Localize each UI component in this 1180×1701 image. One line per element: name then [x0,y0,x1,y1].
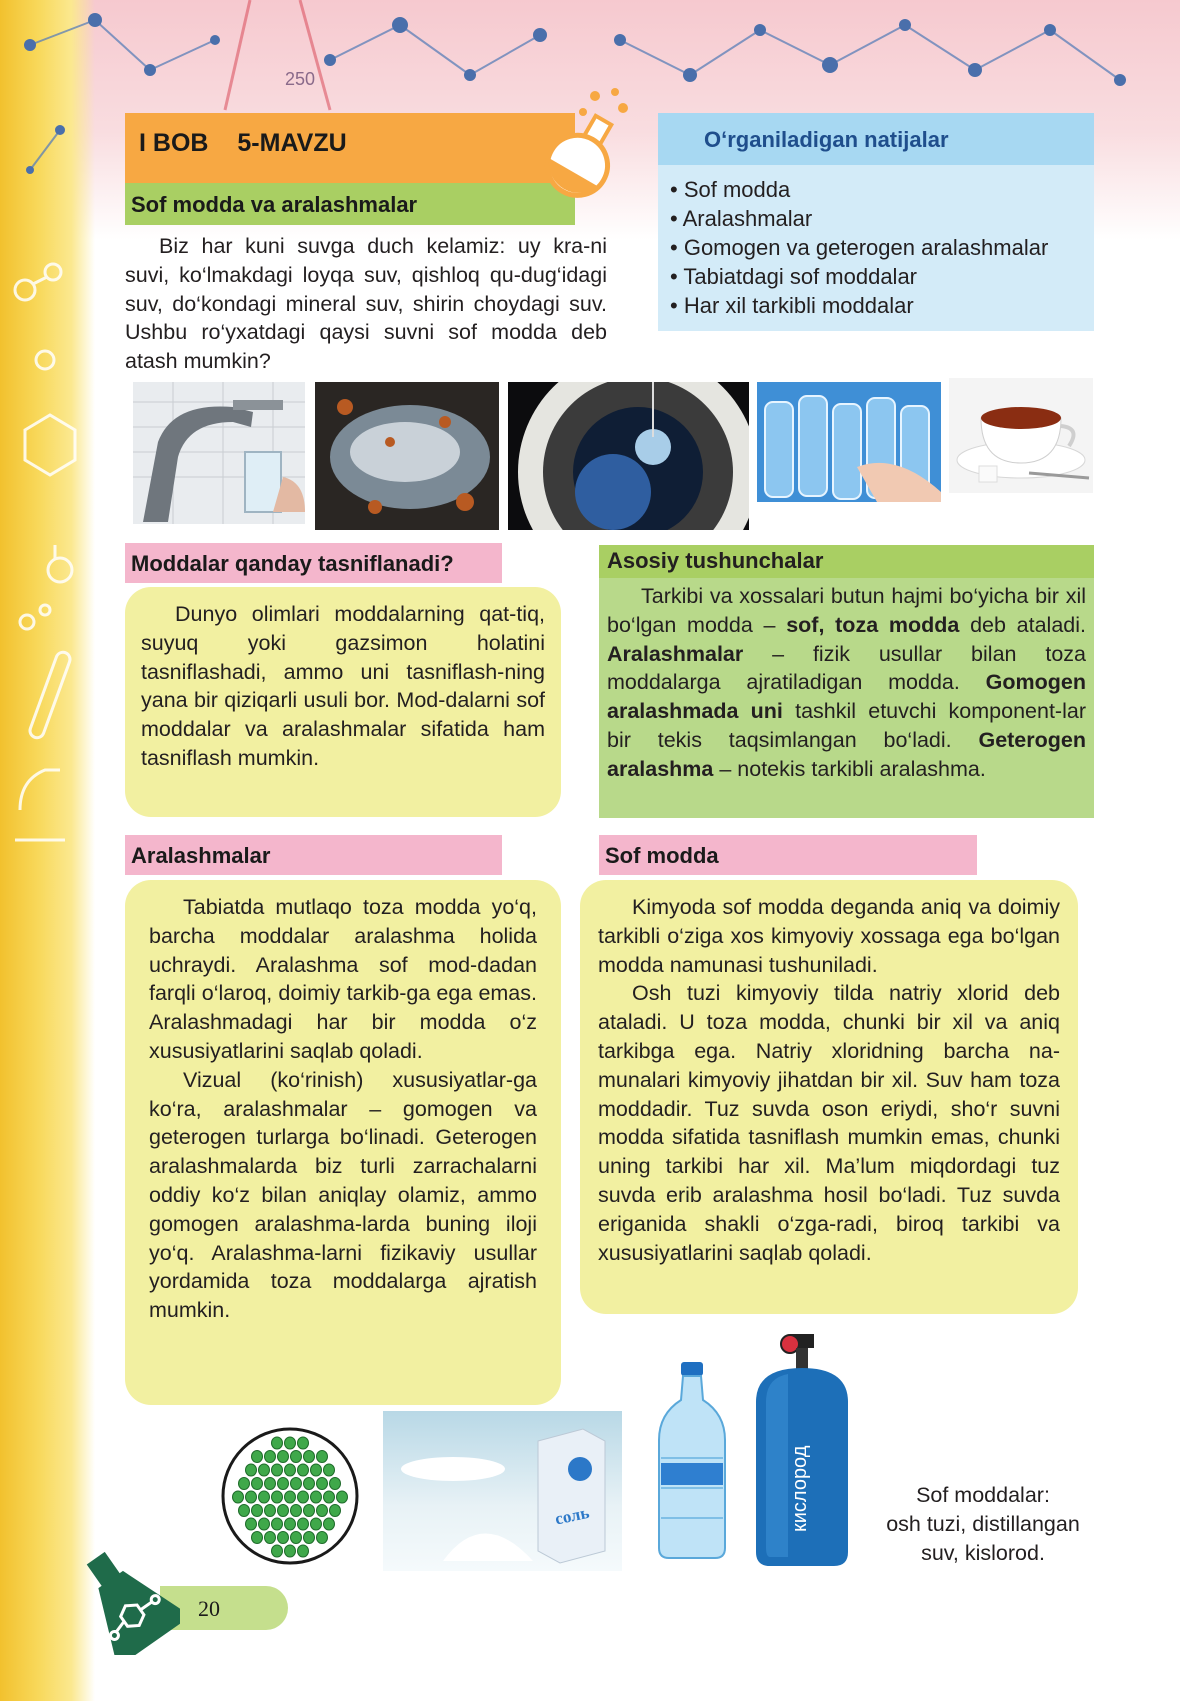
topic-number: 5-MAVZU [237,129,347,157]
lattice-particle [304,1451,315,1463]
lattice-particle [298,1464,309,1476]
lattice-particle [265,1451,276,1463]
lattice-particle [317,1532,328,1544]
lattice-particle [246,1491,257,1503]
lattice-particle [317,1478,328,1490]
lattice-particle [324,1491,335,1503]
lattice-particle [272,1545,283,1557]
lattice-particle [291,1532,302,1544]
list-item: • Aralashmalar [670,206,813,231]
oxygen-cylinder-illustration [748,1332,858,1572]
lattice-particle [252,1505,263,1517]
lattice-particle [317,1505,328,1517]
salt-crystal-lattice-illustration [219,1425,361,1567]
lattice-particle [304,1478,315,1490]
lattice-particle [298,1437,309,1449]
lattice-particle [246,1464,257,1476]
lattice-particle [324,1518,335,1530]
lattice-particle [337,1491,348,1503]
classify-paragraph: Dunyo olimlari moddalarning qat-tiq, suyuq yoki gazsimon holatini tasniflashadi, ammo uni tasniflash-ning yana bir qiziqarli usuli bor. Mod-dalarni sof moddalar va aralashmalar sifatida ham tasniflash mumkin. [141,602,545,770]
lattice-particle [298,1518,309,1530]
lattice-particle [298,1545,309,1557]
learning-outcomes-title: O‘rganiladigan natijalar [658,113,1094,165]
water-bottles-photo [757,382,941,502]
lattice-particle [311,1491,322,1503]
mixtures-section-box [125,880,561,1405]
muddy-puddle-photo [315,382,499,530]
lattice-particle [265,1478,276,1490]
tap-water-photo [133,382,305,524]
lattice-particle [233,1491,244,1503]
pure-substance-paragraph-2: Osh tuzi kimyoviy tilda natriy xlorid deb ataladi. U toza modda, chunki bir xil va aniq tarkibga ega. Natriy xloridning barcha na-munalari kimyoviy jihatdan bir xil. Suv ham toza moddadir. Tuz suvda oson eriydi, sho‘r suvni modda sifatida tasniflash mumkin emas, chunki uning tarkibi har xil. Ma’lum miqdordagi tuz suvda erib aralashma hosil bo‘ladi. Tuz suvda eriganida shakli o‘zga-radi, biroq tarkibi va xususiyatlarini saqlab qoladi. [598,981,1060,1265]
lattice-particle [298,1491,309,1503]
lattice-particle [265,1532,276,1544]
pure-substance-section-box [580,880,1078,1314]
lattice-particle [330,1478,341,1490]
learning-outcomes-box [658,113,1094,331]
list-item: • Sof modda [670,177,791,202]
lab-icons-decoration [5,250,85,870]
learning-outcomes-list [658,165,1094,320]
mixtures-paragraph-1: Tabiatda mutlaqo toza modda yo‘q, barcha moddalar aralashma holida uchraydi. Aralashma sof mod-dadan farqli o‘laroq, doimiy tarkib-ga ega emas. Aralashmadagi har bir modda o‘z xususiyatlarini saqlab qoladi. [149,895,537,1063]
lattice-particle [239,1478,250,1490]
lattice-particle [278,1478,289,1490]
lattice-particle [278,1451,289,1463]
key-concepts-paragraph: Tarkibi va xossalari butun hajmi bo‘yicha bir xil bo‘lgan modda – sof, toza modda deb ataladi. Aralashmalar – fizik usullar bilan toza moddalarga ajratiladigan modda. Gomogen aralashmada uni tashkil etuvchi komponent-lar bir tekis taqsimlangan bo‘ladi. Geterogen aralashma – notekis tarkibli aralashma. [607,584,1086,781]
lattice-particle [285,1545,296,1557]
lattice-particle [311,1518,322,1530]
chapter-header [125,113,575,183]
chapter-label: I BOB [139,129,209,157]
lattice-particle [246,1518,257,1530]
pure-substances-caption: Sof moddalar: osh tuzi, distillangan suv, kislorod. [886,1483,1080,1565]
lattice-particle [259,1464,270,1476]
lattice-particle [272,1518,283,1530]
list-item: • Gomogen va geterogen aralashmalar [670,235,1049,260]
key-concepts-box [599,545,1094,818]
lattice-particle [259,1491,270,1503]
lattice-particle [285,1437,296,1449]
lattice-particle [291,1478,302,1490]
lattice-particle [285,1464,296,1476]
mixtures-paragraph-2: Vizual (ko‘rinish) xususiyatlar-ga ko‘ra, aralashmalar – gomogen va geterogen turlarga bo‘linadi. Geterogen aralashmalarda biz turli zarrachalarni oddiy ko‘z bilan aniqlay olamiz, ammo gomogen aralashma-larda buning iloji yo‘q. Aralashma-larni fizikaviy usullar yordamida toza moddalarga ajratish mumkin. [149,1067,537,1323]
lattice-particle [252,1451,263,1463]
page-number: 20 [198,1596,220,1621]
key-concepts-heading: Asosiy tushunchalar [599,545,1094,578]
lattice-particle [278,1505,289,1517]
flask-icon [535,86,635,206]
distilled-water-bottle-illustration [645,1358,740,1568]
sweet-tea-photo [949,378,1093,493]
oxygen-cylinder-label: кислород [789,1445,811,1532]
mixtures-section-heading: Aralashmalar [125,835,502,875]
lattice-particle [265,1505,276,1517]
lattice-particle [278,1532,289,1544]
lattice-particle [330,1505,341,1517]
classify-section-box [125,587,561,817]
lattice-particle [272,1491,283,1503]
village-well-photo [508,382,749,530]
topic-title-bar [125,183,575,225]
svg-text:250: 250 [285,69,316,89]
lattice-particle [252,1478,263,1490]
pure-substance-paragraph-1: Kimyoda sof modda deganda aniq va doimiy tarkibli o‘ziga xos kimyoviy xossaga ega bo‘lgan modda namunasi tushuniladi. [598,895,1060,977]
list-item: • Har xil tarkibli moddalar [670,293,914,318]
lattice-particle [272,1437,283,1449]
list-item: • Tabiatdagi sof moddalar [670,264,918,289]
lattice-particle [291,1505,302,1517]
lattice-particle [239,1505,250,1517]
lattice-particle [285,1491,296,1503]
lattice-particle [291,1451,302,1463]
lattice-particle [324,1464,335,1476]
lattice-particle [259,1518,270,1530]
footer-flask-icon [70,1545,180,1655]
table-salt-photo [383,1411,622,1571]
intro-paragraph: Biz har kuni suvga duch kelamiz: uy kra-ni suvi, ko‘lmakdagi loyqa suv, qishloq qu-dug‘idagi suv, do‘kondagi mineral suv, shirin choydagi suv. Ushbu ro‘yxatdagi qaysi suvni sof modda deb atash mumkin? [125,234,607,374]
pure-substance-section-heading: Sof modda [599,835,977,875]
lattice-particle [285,1518,296,1530]
lattice-particle [311,1464,322,1476]
classify-section-heading: Moddalar qanday tasniflanadi? [125,543,502,583]
salt-package-label: соль [553,1502,591,1529]
topic-title: Sof modda va aralashmalar [131,192,418,217]
lattice-particle [252,1532,263,1544]
lattice-particle [317,1451,328,1463]
lattice-particle [304,1532,315,1544]
lattice-particle [272,1464,283,1476]
lattice-particle [304,1505,315,1517]
